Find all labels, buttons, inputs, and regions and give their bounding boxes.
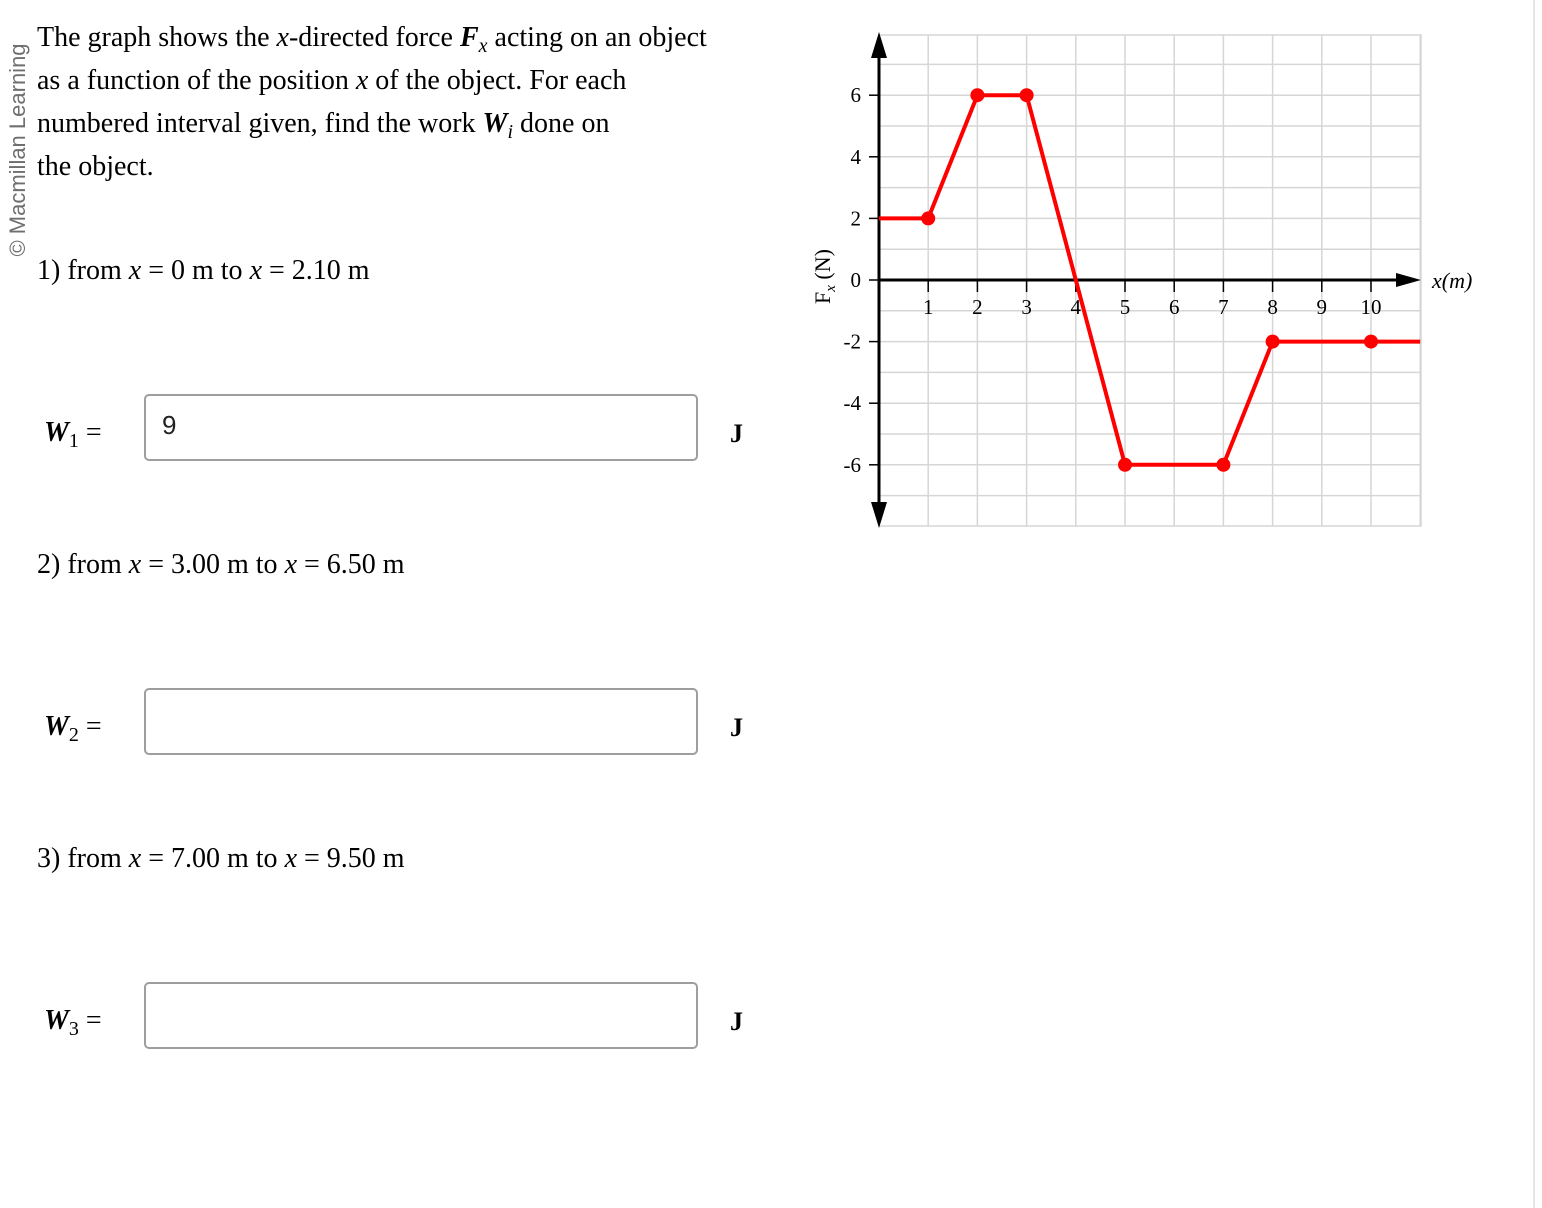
x-axis-label: x(m) [1432,268,1473,293]
data-point [1266,335,1280,349]
problem-text: numbered interval given, find the work [37,108,483,139]
problem-text: the object. [37,151,154,182]
x-tick-label: 7 [1218,295,1229,319]
var-x: x [355,65,369,96]
x-tick-label: 1 [922,295,934,319]
problem-text: done on [513,108,610,139]
data-point [921,211,935,225]
part-2-label: 2) from x = 3.00 m to x = 6.50 m [37,549,405,580]
data-point [1364,335,1378,349]
x-tick-label: 10 [1360,295,1382,319]
x-tick-label: 5 [1119,295,1131,319]
data-point [970,88,984,102]
data-point [1216,458,1230,472]
work-1-label: $W_1$ = [44,417,102,452]
data-point [1118,458,1132,472]
force-symbol: $F_x$ [459,22,488,57]
problem-text: acting on an object [487,22,707,53]
work-2-unit: J [730,713,743,742]
x-tick-label: 8 [1267,295,1278,319]
copyright-watermark: © Macmillan Learning [5,43,30,257]
y-tick-label: -6 [843,452,861,477]
y-tick-label: 2 [850,206,861,231]
x-axis-arrow [1396,273,1421,287]
y-tick-label: 4 [850,144,861,169]
work-2-label: $W_2$ = [44,711,102,746]
x-tick-label: 3 [1021,295,1032,319]
work-3-label: $W_3$ = [44,1005,102,1040]
y-tick-label: 0 [850,268,861,292]
x-tick-label: 4 [1070,295,1082,319]
x-tick-label: 9 [1316,295,1328,319]
problem-text: The graph shows the [37,22,277,53]
part-3-label: 3) from x = 7.00 m to x = 9.50 m [37,843,405,874]
work-symbol: $W_i$ [482,108,514,143]
work-3-unit: J [730,1007,743,1036]
work-1-input[interactable]: 9 [144,394,698,461]
x-tick-label: 2 [972,295,983,319]
x-tick-label: 6 [1168,295,1180,319]
problem-text: of the object. For each [368,65,627,96]
y-tick-label: -4 [843,391,861,416]
y-axis-arrow-down [871,502,887,528]
work-1-unit: J [730,419,743,448]
var-x: x [276,22,289,53]
data-point [1020,88,1034,102]
y-tick-label: 6 [850,83,861,108]
y-axis-arrow-up [871,32,887,58]
y-axis-label: $F_x$ (N) [810,249,839,304]
problem-text: -directed force [288,22,460,53]
part-1-label: 1) from x = 0 m to x = 2.10 m [37,255,370,286]
y-tick-label: -2 [843,329,861,354]
problem-text: as a function of the position [37,65,356,96]
